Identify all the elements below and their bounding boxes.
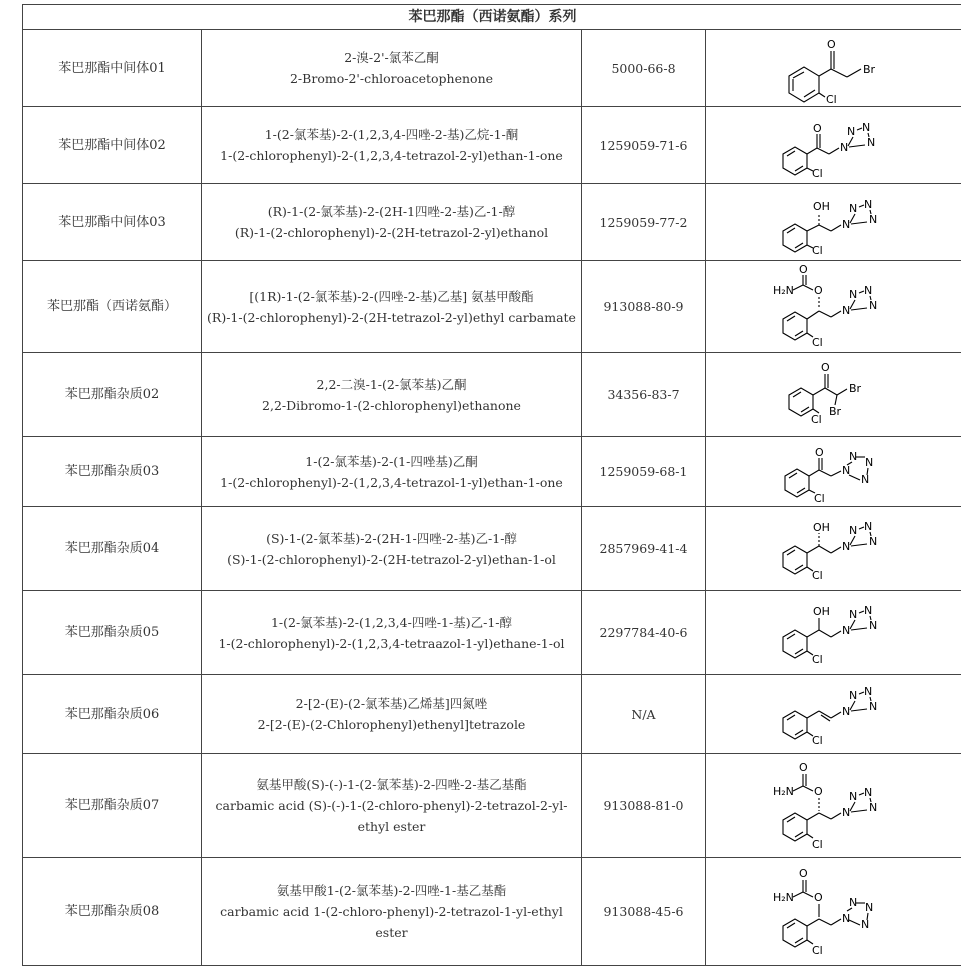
oxygen-label: O xyxy=(814,891,823,904)
nitrogen-label: N xyxy=(864,284,872,297)
english-name: 2-[2-(E)-(2-Chlorophenyl)ethenyl]tetrazole xyxy=(206,714,577,735)
english-name: 1-(2-chlorophenyl)-2-(1,2,3,4-tetraazol-1-yl)ethane-1-ol xyxy=(206,633,577,654)
nitrogen-label: N xyxy=(842,218,850,231)
chinese-name: 1-(2-氯苯基)-2-(1,2,3,4-四唑-2-基)乙烷-1-酮 xyxy=(206,124,577,145)
r-tetrazolyl-ethanol-structure xyxy=(769,185,899,259)
nitrogen-label: N xyxy=(849,524,857,537)
bromine-label: Br xyxy=(849,382,862,395)
cenobamate-structure xyxy=(769,263,899,351)
table-row xyxy=(23,261,961,353)
hydroxyl-label: OH xyxy=(813,605,830,618)
table-row xyxy=(23,30,961,107)
english-name: 1-(2-chlorophenyl)-2-(1,2,3,4-tetrazol-1-yl)ethan-1-one xyxy=(206,472,577,493)
nitrogen-label: N xyxy=(842,464,850,477)
amine-label: H₂N xyxy=(773,284,794,297)
chemical-name-cell xyxy=(202,507,582,591)
structure-cell xyxy=(706,107,961,184)
nitrogen-label: N xyxy=(849,202,857,215)
chemical-name-cell xyxy=(202,184,582,261)
vinyl-tetrazole-structure xyxy=(769,676,899,752)
nitrogen-label: N xyxy=(861,918,869,931)
nitrogen-label: N xyxy=(869,299,877,312)
nitrogen-label: N xyxy=(849,288,857,301)
structure-cell xyxy=(706,437,961,507)
chinese-name: 氨基甲酸(S)-(-)-1-(2-氯苯基)-2-四唑-2-基乙基酯 xyxy=(206,774,577,795)
oxygen-label: O xyxy=(799,761,808,774)
chemical-name-cell xyxy=(202,30,582,107)
nitrogen-label: N xyxy=(869,700,877,713)
nitrogen-label: N xyxy=(862,121,870,134)
nitrogen-label: N xyxy=(847,125,855,138)
chlorine-label: Cl xyxy=(826,93,837,105)
structure-cell xyxy=(706,591,961,675)
chemical-name-cell xyxy=(202,858,582,966)
nitrogen-label: N xyxy=(861,473,869,486)
chlorine-label: Cl xyxy=(812,244,823,257)
cas-number: 913088-81-0 xyxy=(582,754,706,858)
product-name: 苯巴那酯杂质05 xyxy=(23,591,202,675)
tetrazol-1-yl-ketone-structure xyxy=(769,438,899,506)
table-row xyxy=(23,754,961,858)
product-name: 苯巴那酯中间体01 xyxy=(23,30,202,107)
chlorine-label: Cl xyxy=(811,413,822,426)
table-row xyxy=(23,858,961,966)
nitrogen-label: N xyxy=(864,198,872,211)
oxygen-label: O xyxy=(799,867,808,880)
bromo-chloroacetophenone-structure xyxy=(769,31,899,105)
english-name: carbamic acid (S)-(-)-1-(2-chloro-phenyl)-2-tetrazol-2-yl-ethyl ester xyxy=(206,795,577,837)
nitrogen-label: N xyxy=(842,540,850,553)
table-row xyxy=(23,591,961,675)
chlorine-label: Cl xyxy=(814,492,825,505)
product-name: 苯巴那酯（西诺氨酯） xyxy=(23,261,202,353)
chemical-name-cell xyxy=(202,107,582,184)
product-name: 苯巴那酯杂质06 xyxy=(23,675,202,754)
structure-cell xyxy=(706,754,961,858)
hydroxyl-label: OH xyxy=(813,200,830,213)
chinese-name: (S)-1-(2-氯苯基)-2-(2H-1-四唑-2-基)乙-1-醇 xyxy=(206,528,577,549)
nitrogen-label: N xyxy=(849,790,857,803)
english-name: 2,2-Dibromo-1-(2-chlorophenyl)ethanone xyxy=(206,395,577,416)
cas-number: N/A xyxy=(582,675,706,754)
structure-cell xyxy=(706,675,961,754)
product-name: 苯巴那酯中间体03 xyxy=(23,184,202,261)
cas-number: 913088-45-6 xyxy=(582,858,706,966)
chinese-name: (R)-1-(2-氯苯基)-2-(2H-1四唑-2-基)乙-1-醇 xyxy=(206,201,577,222)
english-name: 2-Bromo-2'-chloroacetophenone xyxy=(206,68,577,89)
english-name: (R)-1-(2-chlorophenyl)-2-(2H-tetrazol-2-yl)ethanol xyxy=(206,222,577,243)
chinese-name: 1-(2-氯苯基)-2-(1-四唑基)乙酮 xyxy=(206,451,577,472)
cas-number: 2297784-40-6 xyxy=(582,591,706,675)
product-name: 苯巴那酯杂质03 xyxy=(23,437,202,507)
table-row xyxy=(23,437,961,507)
chinese-name: 2-[2-(E)-(2-氯苯基)乙烯基]四氮唑 xyxy=(206,693,577,714)
nitrogen-label: N xyxy=(869,619,877,632)
nitrogen-label: N xyxy=(865,456,873,469)
chlorine-label: Cl xyxy=(812,336,823,349)
table-row xyxy=(23,507,961,591)
nitrogen-label: N xyxy=(842,624,850,637)
nitrogen-label: N xyxy=(849,450,857,463)
english-name: carbamic acid 1-(2-chloro-phenyl)-2-tetrazol-1-yl-ethyl ester xyxy=(206,901,577,943)
cas-number: 913088-80-9 xyxy=(582,261,706,353)
product-name: 苯巴那酯中间体02 xyxy=(23,107,202,184)
dibromo-ketone-structure xyxy=(769,355,899,435)
s-carbamate-structure xyxy=(769,756,899,856)
nitrogen-label: N xyxy=(869,801,877,814)
table-row xyxy=(23,184,961,261)
chemical-name-cell xyxy=(202,437,582,507)
nitrogen-label: N xyxy=(869,535,877,548)
table-row xyxy=(23,353,961,437)
product-name: 苯巴那酯杂质04 xyxy=(23,507,202,591)
nitrogen-label: N xyxy=(864,786,872,799)
structure-cell xyxy=(706,261,961,353)
nitrogen-label: N xyxy=(842,912,850,925)
oxygen-label: O xyxy=(815,446,824,459)
english-name: 1-(2-chlorophenyl)-2-(1,2,3,4-tetrazol-2-yl)ethan-1-one xyxy=(206,145,577,166)
oxygen-label: O xyxy=(827,38,836,51)
english-name: (R)-1-(2-chlorophenyl)-2-(2H-tetrazol-2-yl)ethyl carbamate xyxy=(206,307,577,328)
english-name: (S)-1-(2-chlorophenyl)-2-(2H-tetrazol-2-yl)ethan-1-ol xyxy=(206,549,577,570)
chemical-name-cell xyxy=(202,675,582,754)
nitrogen-label: N xyxy=(842,806,850,819)
oxygen-label: O xyxy=(821,361,830,374)
amine-label: H₂N xyxy=(773,891,794,904)
oxygen-label: O xyxy=(814,284,823,297)
table-row xyxy=(23,107,961,184)
nitrogen-label: N xyxy=(842,304,850,317)
structure-cell xyxy=(706,858,961,966)
chemical-name-cell xyxy=(202,353,582,437)
nitrogen-label: N xyxy=(864,520,872,533)
product-name: 苯巴那酯杂质08 xyxy=(23,858,202,966)
cas-number: 1259059-77-2 xyxy=(582,184,706,261)
chlorine-label: Cl xyxy=(812,653,823,666)
tetrazol-1-yl-ethanol-structure xyxy=(769,593,899,673)
product-name: 苯巴那酯杂质07 xyxy=(23,754,202,858)
product-name: 苯巴那酯杂质02 xyxy=(23,353,202,437)
cas-number: 2857969-41-4 xyxy=(582,507,706,591)
nitrogen-label: N xyxy=(864,604,872,617)
nitrogen-label: N xyxy=(849,689,857,702)
chlorine-label: Cl xyxy=(812,838,823,851)
nitrogen-label: N xyxy=(867,136,875,149)
chinese-name: 1-(2-氯苯基)-2-(1,2,3,4-四唑-1-基)乙-1-醇 xyxy=(206,612,577,633)
chemical-name-cell xyxy=(202,754,582,858)
racemic-carbamate-structure xyxy=(769,862,899,962)
table-row xyxy=(23,675,961,754)
structure-cell xyxy=(706,30,961,107)
bromine-label: Br xyxy=(863,63,876,76)
nitrogen-label: N xyxy=(842,705,850,718)
oxygen-label: O xyxy=(814,785,823,798)
oxygen-label: O xyxy=(799,263,808,276)
structure-cell xyxy=(706,184,961,261)
bromine-label: Br xyxy=(829,405,842,418)
nitrogen-label: N xyxy=(849,608,857,621)
amine-label: H₂N xyxy=(773,785,794,798)
chlorine-label: Cl xyxy=(812,734,823,747)
nitrogen-label: N xyxy=(864,685,872,698)
nitrogen-label: N xyxy=(849,896,857,909)
cas-number: 34356-83-7 xyxy=(582,353,706,437)
cas-number: 5000-66-8 xyxy=(582,30,706,107)
s-tetrazolyl-ethanol-structure xyxy=(769,509,899,589)
nitrogen-label: N xyxy=(869,213,877,226)
table-title: 苯巴那酯（西诺氨酯）系列 xyxy=(23,5,961,30)
chinese-name: 2-溴-2'-氯苯乙酮 xyxy=(206,47,577,68)
chemical-name-cell xyxy=(202,261,582,353)
structure-cell xyxy=(706,353,961,437)
chlorine-label: Cl xyxy=(812,944,823,957)
cas-number: 1259059-68-1 xyxy=(582,437,706,507)
compound-table-container xyxy=(22,4,961,966)
nitrogen-label: N xyxy=(840,141,848,154)
nitrogen-label: N xyxy=(865,901,873,914)
chinese-name: 氨基甲酸1-(2-氯苯基)-2-四唑-1-基乙基酯 xyxy=(206,880,577,901)
oxygen-label: O xyxy=(813,122,822,135)
hydroxyl-label: OH xyxy=(813,521,830,534)
chlorine-label: Cl xyxy=(812,167,823,180)
chinese-name: 2,2-二溴-1-(2-氯苯基)乙酮 xyxy=(206,374,577,395)
structure-cell xyxy=(706,507,961,591)
chemical-name-cell xyxy=(202,591,582,675)
tetrazol-2-yl-ketone-structure xyxy=(769,108,899,182)
compound-table xyxy=(22,4,961,966)
cas-number: 1259059-71-6 xyxy=(582,107,706,184)
chlorine-label: Cl xyxy=(812,569,823,582)
chinese-name: [(1R)-1-(2-氯苯基)-2-(四唑-2-基)乙基] 氨基甲酸酯 xyxy=(206,286,577,307)
